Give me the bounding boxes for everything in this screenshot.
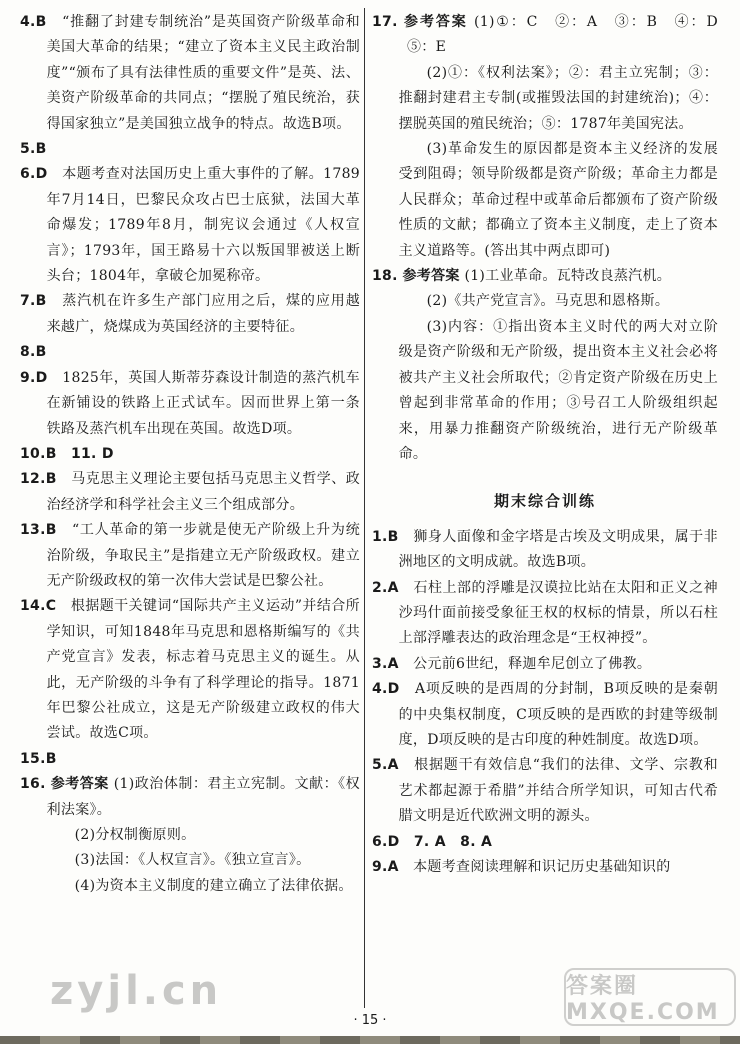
answer-choice: B [45,750,57,767]
answer-explanation: 根据题干关键词“国际共产主义运动”并结合所学知识，可知1848年马克思和恩格斯编写的《共产党宣言》发表，标志着马克思主义的诞生。从此，无产阶级的斗争有了科学理论的指导。1871年巴黎公社成立，这是无产阶级建立政权的伟大尝试。故选C项。 [46,598,360,742]
answer-item [20,747,360,772]
answer-label: 参考答案 [402,268,460,285]
answer-item [372,677,718,753]
answer-part-2: (2)分权制衡原则。 [74,827,196,843]
answer-number: 6. [20,166,36,183]
answer-choice: B 11. D [45,445,114,462]
answer-explanation: A项反映的是西周的分封制，B项反映的是秦朝的中央集权制度，C项反映的是西欧的封建等级制度，D项反映的是古印度的种姓制度。故选D项。 [398,681,718,748]
answer-choice: A [387,757,399,774]
answer-number: 6. [372,833,388,850]
answer-item [20,518,360,594]
answer-number: 7. [20,293,36,310]
answer-choice: A [387,579,399,596]
answer-part-2: (2)①：《权利法案》；②：君主立宪制；③：推翻封建君主专制(或摧毁法国的封建统治)；④：摆脱英国的殖民统治；⑤：1787年美国宪法。 [398,64,718,132]
answer-number: 8. [20,344,36,361]
answer-item [372,576,718,652]
answer-number: 5. [20,141,36,158]
answer-16 [20,772,360,899]
answer-number: 9. [372,859,388,875]
answer-number: 4. [372,681,388,698]
answer-number: 3. [372,655,388,672]
answer-item [20,366,360,442]
answer-number: 14. [20,598,46,615]
answer-item [20,442,360,467]
answer-list-left [20,10,360,772]
answer-item [372,855,718,880]
answer-number: 9. [20,369,36,386]
answer-explanation: 根据题干有效信息“我们的法律、文学、宗教和艺术都起源于希腊”并结合所学知识，可知古代希腊文明是近代欧洲文明的源头。 [398,757,718,825]
answer-explanation: 本题考查对法国历史上重大事件的了解。1789年7月14日，巴黎民众攻占巴士底狱，法国大革命爆发；1789年8月，制宪议会通过《人权宣言》；1793年，国王路易十六以叛国罪被送上断头台；1804年，拿破仑加冕称帝。 [46,166,360,285]
answer-explanation: 狮身人面像和金字塔是古埃及文明成果，属于非洲地区的文明成就。故选B项。 [398,528,718,571]
answer-part-2: (2)《共产党宣言》。马克思和恩格斯。 [426,293,670,310]
answer-part-1: (1)工业革命。瓦特改良蒸汽机。 [464,268,672,285]
answer-choice: D [35,369,48,386]
answer-number: 5. [372,757,388,774]
answer-item [20,289,360,340]
answer-choice: A [387,655,399,672]
answer-number: 1. [372,528,388,545]
answer-choice: B [35,344,47,361]
answer-explanation: 蒸汽机在许多生产部门应用之后，煤的应用越来越广，烧煤成为英国经济的主要特征。 [46,293,360,335]
answer-number: 13. [20,522,46,539]
answer-item [372,525,718,576]
answer-item [20,467,360,518]
answer-label: 参考答案 [50,776,109,793]
left-column [20,10,360,1004]
answer-part-4: (4)为资本主义制度的建立确立了法律依据。 [74,877,353,894]
answer-number: 12. [20,471,46,488]
answer-17 [372,10,733,264]
answer-choice: B [387,528,399,545]
answer-item [20,10,360,137]
answer-number: 10. [20,445,46,462]
answer-choice: D [387,681,400,698]
answer-explanation: 公元前6世纪，释迦牟尼创立了佛教。 [413,655,652,672]
answer-explanation: 本题考查阅读理解和识记历史基础知识的 [413,859,671,875]
page-number: · 15 · [353,1013,387,1028]
answer-number: 2. [372,579,388,596]
answer-part-3: (3)内容：①指出资本主义时代的两大对立阶级是资产阶级和无产阶级，提出资本主义社会必将被共产主义社会所取代；②肯定资产阶级在历史上曾起到非常革命的作用；③号召工人阶级组织起来，用暴力推翻资产阶级统治，进行无产阶级革命。 [398,318,718,462]
column-divider [364,8,365,1008]
answer-choice: A [387,859,399,875]
answer-list-final [372,525,718,881]
bottom-strip [0,1036,740,1044]
answer-choice: B [35,293,47,310]
answer-item [372,830,718,855]
watermark-left: zyjl.cn [50,968,223,1014]
answer-label: 参考答案 [404,14,468,30]
answer-explanation: 1825年，英国人斯蒂芬森设计制造的蒸汽机车在新铺设的铁路上正式试车。因而世界上第一条铁路及蒸汽机车出现在英国。故选D项。 [46,369,360,437]
answer-number: 18. [372,268,398,285]
answer-choice: B [35,141,47,158]
answer-choice: B [45,471,57,488]
answer-item [20,594,360,746]
answer-part-1: (1)政治体制：君主立宪制。文献：《权利法案》。 [46,776,360,818]
answer-item [372,753,718,829]
answer-choice: B [45,522,57,539]
watermark-logo: 答案圈 MXQE.COM [564,968,736,1026]
answer-choice: D 7. A 8. A [387,833,493,850]
answer-number: 16. [20,776,46,793]
section-title: 期末综合训练 [493,492,596,511]
answer-part-3: (3)革命发生的原因都是资本主义经济的发展受到阻碍；领导阶级都是资产阶级；革命主力都是人民群众；革命过程中或革命后都颁布了资产阶级性质的文献；都确立了资本主义制度，走上了资本主义道路等。(答出其中两点即可) [398,141,718,259]
answer-choice: B [35,14,47,30]
answer-number: 17. [372,14,398,30]
answer-number: 4. [20,14,36,30]
answer-item [372,652,718,677]
answer-explanation: “工人革命的第一步就是使无产阶级上升为统治阶级，争取民主”是指建立无产阶级政权。建立无产阶级政权的第一次伟大尝试是巴黎公社。 [46,522,360,589]
answer-explanation: “推翻了封建专制统治”是英国资产阶级革命和美国大革命的结果；“建立了资本主义民主政治制度”“颁布了具有法律性质的重要文件”是英、法、美资产阶级革命的共同点；“摆脱了殖民统治，获得国家独立”是美国独立战争的特点。故选B项。 [46,14,360,132]
answer-choice: C [45,598,57,615]
answer-explanation: 石柱上部的浮雕是汉谟拉比站在太阳和正义之神沙玛什面前接受象征王权的权标的情景，所以石柱上部浮雕表达的政治理念是“王权神授”。 [398,579,718,647]
answer-item [20,340,360,365]
answer-choice: D [35,166,48,183]
answer-part-3: (3)法国：《人权宣言》。《独立宣言》。 [74,852,311,869]
answer-part-1: (1)①：C ②：A ③：B ④：D ⑤：E [407,14,733,56]
answer-item [20,162,360,289]
answer-item [20,137,360,162]
answer-explanation: 马克思主义理论主要包括马克思主义哲学、政治经济学和科学社会主义三个组成部分。 [46,471,360,513]
right-column [372,10,733,1004]
answer-18 [372,264,718,467]
answer-number: 15. [20,750,46,767]
